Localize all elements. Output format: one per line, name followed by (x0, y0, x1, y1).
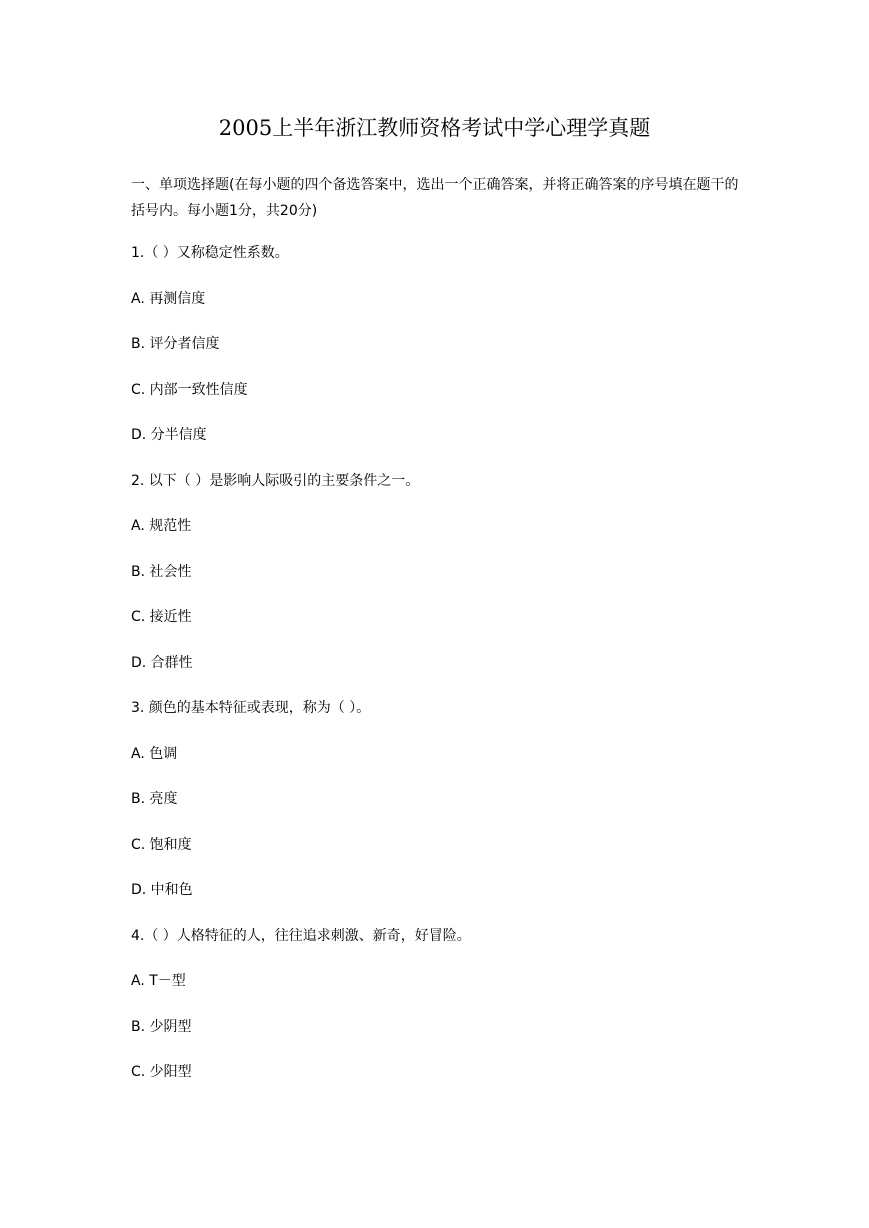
option-line: D. 分半信度 (131, 427, 207, 443)
option-line: B. 亮度 (131, 791, 178, 807)
option-line: B. 少阴型 (131, 1018, 192, 1035)
option-line: A. 再测信度 (131, 290, 206, 307)
option-line: C. 接近性 (131, 609, 192, 625)
option-line: A. 色调 (131, 745, 178, 762)
option-line: C. 饱和度 (131, 836, 192, 853)
question-line: 1.（ ）又称稳定性系数。 (131, 245, 289, 261)
option-line: A. 规范性 (131, 518, 192, 534)
question-list (131, 242, 741, 1107)
option-line: C. 内部一致性信度 (131, 381, 248, 398)
document-title: 2005上半年浙江教师资格考试中学心理学真题 (218, 116, 651, 140)
question-line: 4.（ ）人格特征的人，往往追求刺激、新奇，好冒险。 (131, 927, 471, 944)
option-line: A. T－型 (131, 973, 186, 989)
question-line: 3. 颜色的基本特征或表现，称为（ ）。 (131, 700, 371, 716)
option-line: C. 少阳型 (131, 1064, 192, 1080)
option-line: D. 中和色 (131, 882, 193, 898)
option-line: D. 合群性 (131, 654, 193, 671)
option-line: B. 社会性 (131, 563, 192, 580)
section-instructions: 一、单项选择题(在每小题的四个备选答案中，选出一个正确答案，并将正确答案的序号填在题干的括号内。每小题1分，共20分) (131, 177, 739, 219)
option-line: B. 评分者信度 (131, 336, 220, 352)
question-line: 2. 以下（ ）是影响人际吸引的主要条件之一。 (131, 472, 420, 489)
